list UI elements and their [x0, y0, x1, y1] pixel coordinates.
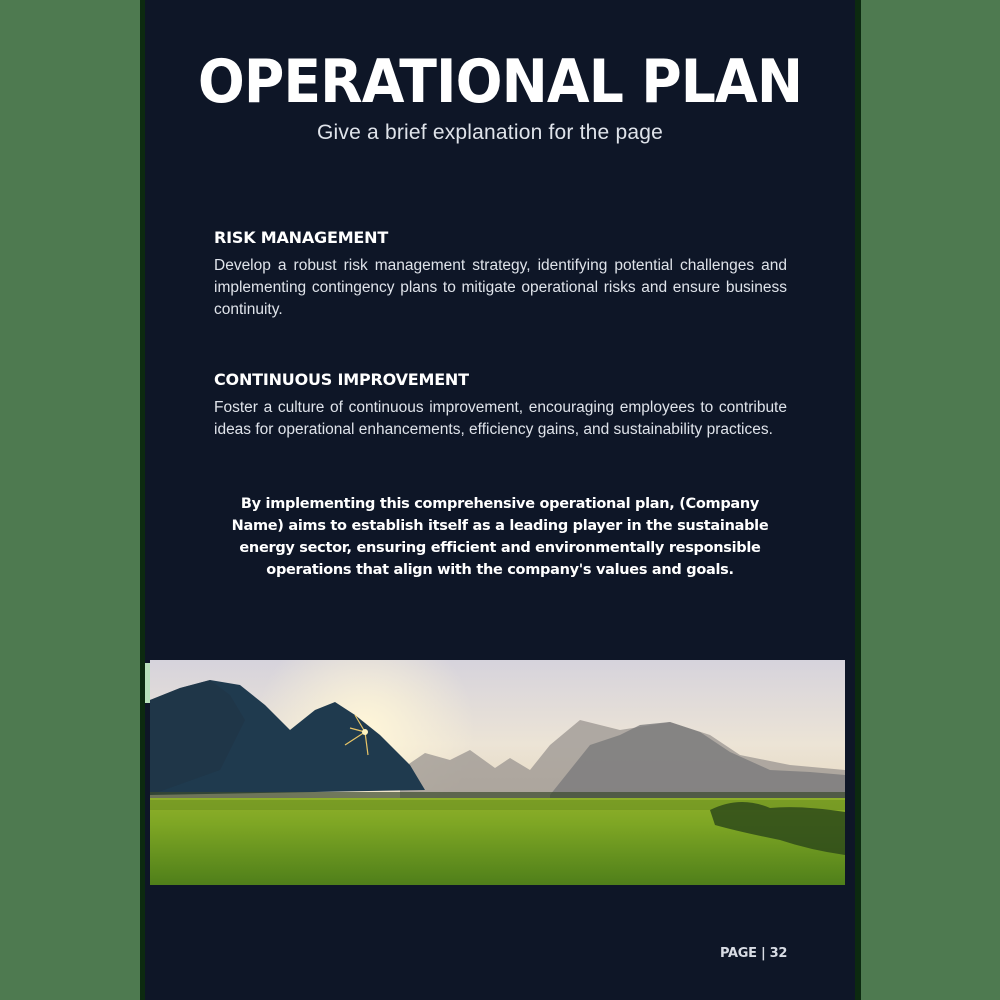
document-page: [145, 0, 855, 1000]
section-heading: CONTINUOUS IMPROVEMENT: [214, 370, 469, 389]
page-number: PAGE | 32: [720, 946, 788, 961]
section-risk-management: [214, 228, 787, 321]
landscape-photo: [150, 660, 845, 885]
page-right-edge: [855, 0, 861, 1000]
section-body: Foster a culture of continuous improvement, encouraging employees to contribute ideas for operational enhancements, efficiency gains, and sustainability practices.: [214, 399, 787, 438]
page-subtitle: Give a brief explanation for the page: [317, 121, 663, 144]
page-side-marker: [145, 663, 150, 703]
section-heading: RISK MANAGEMENT: [214, 228, 389, 247]
page-title: OPERATIONAL PLAN: [197, 47, 803, 117]
section-body: Develop a robust risk management strategy, identifying potential challenges and implementing contingency plans to mitigate operational risks and ensure business continuity.: [214, 257, 787, 318]
mountain-landscape-illustration: [150, 660, 845, 885]
section-continuous-improvement: [214, 370, 787, 441]
conclusion-paragraph: By implementing this comprehensive operational plan, (Company Name) aims to establish itself as a leading player in the sustainable energy sector, ensuring efficient and environmentally responsible operations that align with the company's values and goals.: [231, 496, 769, 578]
